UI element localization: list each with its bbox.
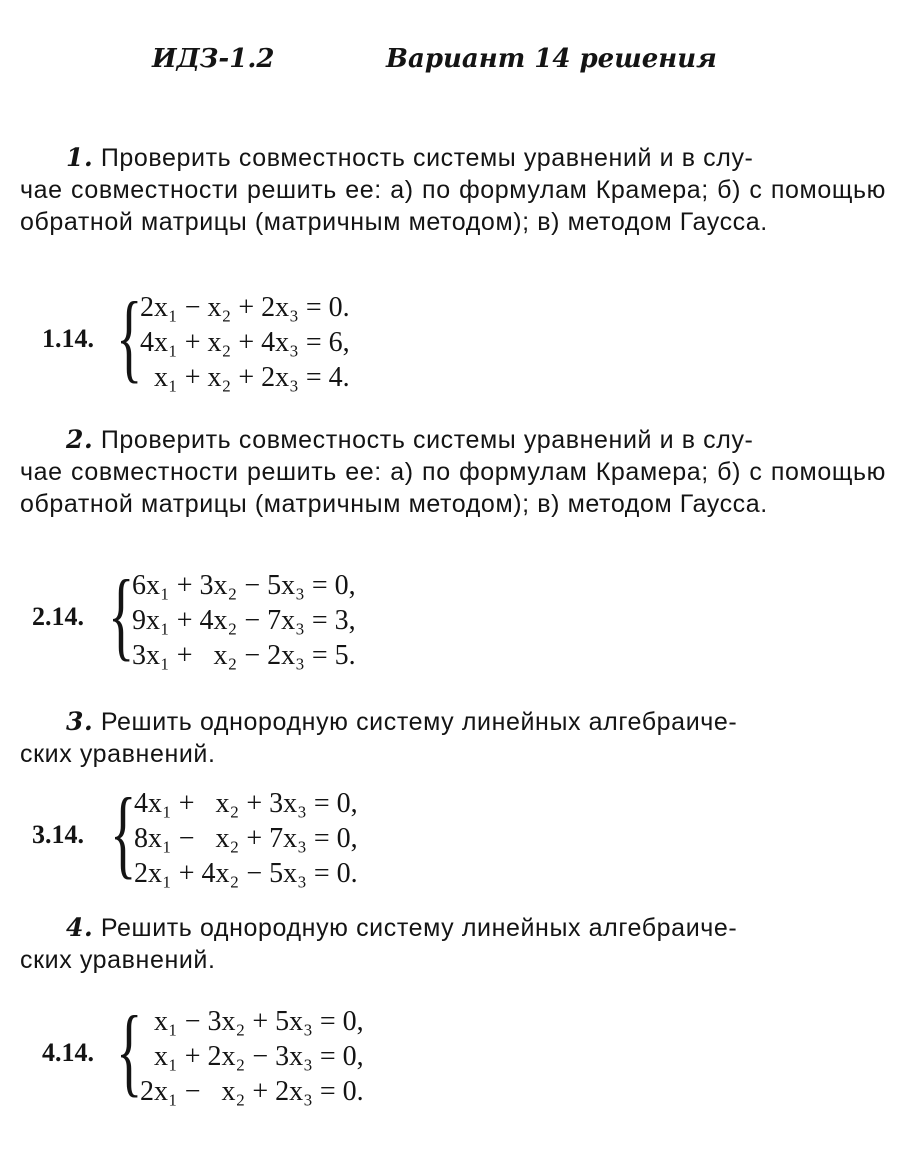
equation-system-1: [0, 281, 600, 400]
equations: [132, 568, 356, 673]
equation: 8x₁ − x₂ + 7x₃ = 0,: [134, 823, 358, 854]
equation: 4x₁ + x₂ + 3x₃ = 0,: [134, 788, 358, 819]
variant-title: Вариант 14 решения: [386, 44, 717, 74]
task-text-rest: ских уравнений.: [20, 740, 216, 768]
equation-system-3: [0, 777, 600, 896]
equation: 6x₁ + 3x₂ − 5x₃ = 0,: [132, 570, 356, 601]
equation: 2x₁ + 4x₂ − 5x₃ = 0.: [134, 858, 358, 889]
system-label: 4.14.: [42, 1038, 94, 1067]
equations: [134, 786, 358, 891]
system-label: 1.14.: [42, 324, 94, 353]
task-text-first-line: Решить однородную систему линейных алгебраиче-: [93, 914, 738, 942]
equation: x₁ − 3x₂ + 5x₃ = 0,: [140, 1006, 364, 1037]
assignment-code: ИДЗ-1.2: [152, 44, 275, 74]
equations: [140, 290, 350, 395]
equation: x₁ + 2x₂ − 3x₃ = 0,: [140, 1041, 364, 1072]
task-3-statement: [20, 706, 886, 770]
equation: 4x₁ + x₂ + 4x₃ = 6,: [140, 327, 350, 358]
task-text-first-line: Проверить совместность системы уравнений и в слу-: [93, 144, 754, 172]
equation: 2x₁ − x₂ + 2x₃ = 0.: [140, 292, 350, 323]
left-brace: {: [116, 995, 143, 1106]
task-4-statement: [20, 912, 886, 976]
task-text-rest: чае совместности решить ее: а) по формулам Крамера; б) с помощью обратной матрицы (матричным методом); в) методом Гаусса.: [20, 458, 886, 518]
task-number: 4.: [66, 913, 94, 942]
equation-system-4: [0, 995, 600, 1114]
task-1-statement: [20, 142, 886, 238]
system-label: 3.14.: [32, 820, 84, 849]
equation: 9x₁ + 4x₂ − 7x₃ = 3,: [132, 605, 356, 636]
task-number: 3.: [66, 707, 94, 736]
equation: x₁ + x₂ + 2x₃ = 4.: [140, 362, 350, 393]
task-text-rest: ских уравнений.: [20, 946, 216, 974]
task-2-statement: [20, 424, 886, 520]
left-brace: {: [116, 281, 143, 392]
task-number: 1.: [66, 143, 94, 172]
equations: [140, 1004, 364, 1109]
equation: 2x₁ − x₂ + 2x₃ = 0.: [140, 1076, 364, 1107]
task-text-first-line: Решить однородную систему линейных алгебраиче-: [93, 708, 738, 736]
equation-system-2: [0, 559, 600, 678]
task-number: 2.: [66, 425, 94, 454]
left-brace: {: [110, 777, 137, 888]
left-brace: {: [108, 559, 135, 670]
page-header: [0, 44, 910, 84]
system-label: 2.14.: [32, 602, 84, 631]
task-text-rest: чае совместности решить ее: а) по формулам Крамера; б) с помощью обратной матрицы (матричным методом); в) методом Гаусса.: [20, 176, 886, 236]
equation: 3x₁ + x₂ − 2x₃ = 5.: [132, 640, 356, 671]
task-text-first-line: Проверить совместность системы уравнений и в слу-: [93, 426, 754, 454]
